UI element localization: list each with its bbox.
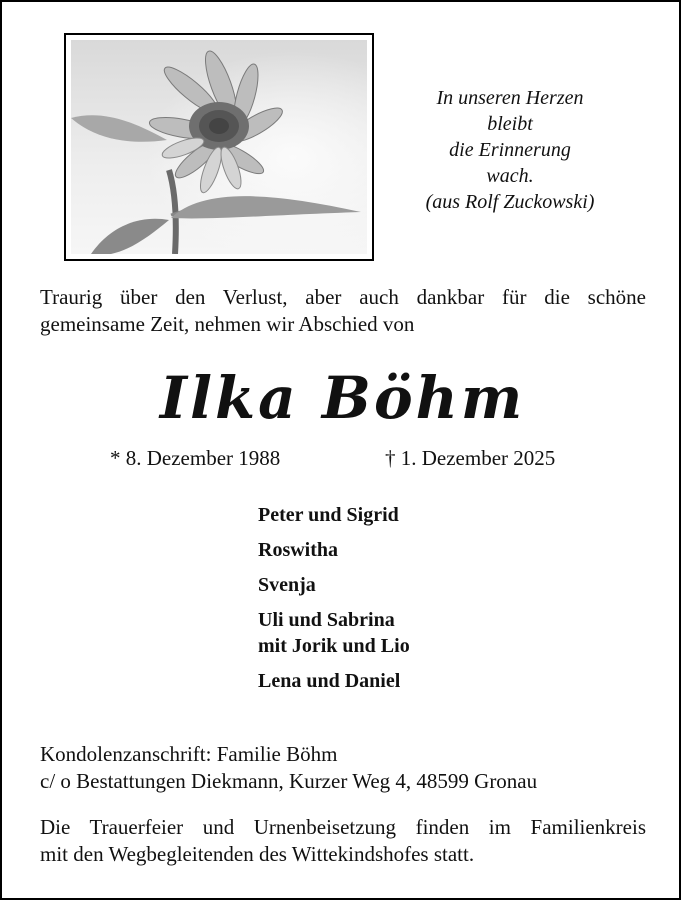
birth-date: * 8. Dezember 1988 (110, 446, 281, 470)
intro-text (40, 284, 646, 338)
mourners-list (258, 502, 410, 703)
mourner-name: mit Jorik und Lio (258, 635, 410, 657)
quote-line: bleibt (487, 113, 533, 135)
mourner-name: Peter und Sigrid (258, 504, 399, 526)
quote-line: In unseren Herzen (436, 87, 584, 109)
intro-line: gemeinsame Zeit, nehmen wir Abschied von (40, 312, 415, 336)
ceremony-line: mit den Wegbegleitenden des Wittekindshofes statt. (40, 842, 475, 866)
memorial-quote (390, 85, 630, 215)
quote-line: wach. (486, 165, 534, 187)
deceased-name: Ilka Böhm (159, 364, 526, 432)
mourner-name: Roswitha (258, 539, 339, 561)
mourner-name: Lena und Daniel (258, 670, 401, 692)
mourner-name: Svenja (258, 574, 316, 596)
mourner-entry (258, 537, 410, 563)
quote-line: die Erinnerung (449, 139, 571, 161)
mourner-entry (258, 572, 410, 598)
address-line: Kondolenzanschrift: Familie Böhm (40, 742, 338, 766)
sunflower-image (71, 40, 367, 254)
quote-attribution: (aus Rolf Zuckowski) (425, 191, 595, 213)
mourner-name: Uli und Sabrina (258, 609, 395, 631)
mourner-entry (258, 607, 410, 659)
sunflower-photo-frame (64, 33, 374, 261)
intro-line: Traurig über den Verlust, aber auch dankbar für die schöne (40, 285, 646, 309)
ceremony-line: Die Trauerfeier und Urnenbeisetzung finden im Familienkreis (40, 815, 646, 839)
death-date: † 1. Dezember 2025 (385, 446, 556, 470)
mourner-entry (258, 502, 410, 528)
mourner-entry (258, 668, 410, 694)
condolence-address (40, 741, 537, 795)
ceremony-notice (40, 814, 646, 868)
address-line: c/ o Bestattungen Diekmann, Kurzer Weg 4, 48599 Gronau (40, 769, 538, 793)
